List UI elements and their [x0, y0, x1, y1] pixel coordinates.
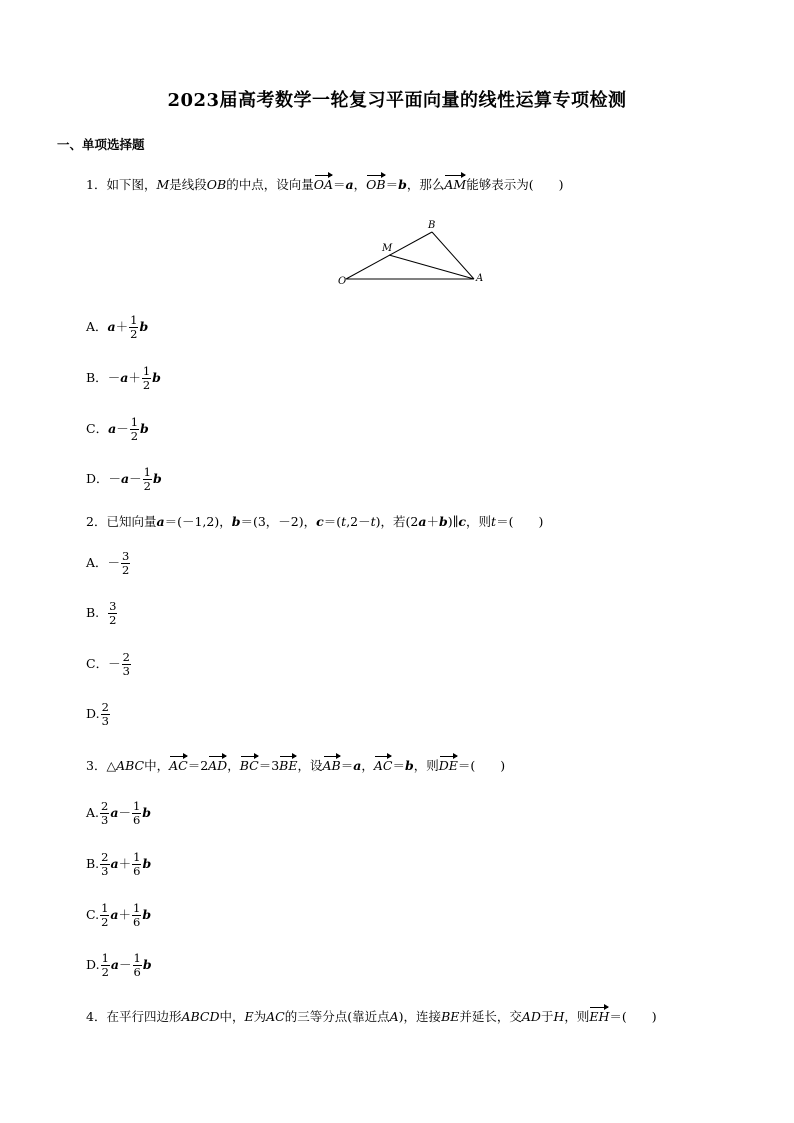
q3-option-d[interactable] — [86, 952, 152, 979]
vector-a: a — [108, 421, 117, 436]
vector-b: b — [153, 471, 162, 486]
fraction — [133, 952, 142, 979]
point-o-label: O — [338, 276, 347, 287]
denominator: 2 — [143, 479, 151, 493]
numerator: 1 — [142, 364, 151, 378]
q2-text: ，则 — [466, 514, 492, 529]
numerator: 1 — [133, 901, 141, 915]
q3-text: ＝ — [392, 758, 405, 773]
q4-text: 并延长，交 — [459, 1009, 522, 1024]
fraction — [132, 800, 141, 827]
q3-option-c[interactable] — [86, 902, 151, 929]
q2-text: 已知向量 — [106, 514, 157, 529]
point-h: H — [553, 1009, 565, 1024]
operator: － — [119, 957, 132, 972]
vector-a: a — [120, 370, 129, 385]
denominator: 3 — [101, 864, 109, 878]
fraction — [130, 416, 139, 443]
operator: － — [116, 421, 129, 436]
triangle-abc: ABC — [116, 758, 145, 773]
operator: － — [129, 471, 142, 486]
vector-ob: OB — [366, 177, 386, 192]
var-t: t — [370, 514, 376, 529]
numerator: 1 — [132, 799, 141, 813]
q2-option-b[interactable] — [86, 600, 118, 627]
numerator: 1 — [101, 951, 109, 965]
segment-be: BE — [441, 1009, 460, 1024]
fraction — [122, 651, 131, 678]
numerator: 1 — [130, 415, 139, 429]
denominator: 2 — [142, 378, 151, 392]
q1-option-a[interactable] — [86, 314, 148, 341]
numerator: 2 — [101, 850, 109, 864]
vector-a: a — [107, 319, 116, 334]
option-label: A． — [86, 555, 108, 570]
numerator: 1 — [133, 850, 141, 864]
denominator: 6 — [133, 864, 141, 878]
option-label: D. — [86, 957, 100, 972]
vector-b: b — [142, 957, 152, 972]
question-number: 4． — [86, 1009, 107, 1024]
q4-text: 于 — [540, 1009, 554, 1024]
operator: ＋ — [118, 907, 132, 922]
q2-text: ＝(－1,2)， — [164, 514, 232, 529]
vector-eh: EH — [589, 1009, 610, 1024]
operator: ＋ — [118, 856, 132, 871]
denominator: 2 — [109, 613, 117, 627]
q3-text: ＝3 — [258, 758, 280, 773]
vector-b: b — [404, 758, 414, 773]
denominator: 2 — [122, 563, 130, 577]
q4-text: 为 — [253, 1009, 267, 1024]
option-label: D． — [86, 471, 109, 486]
vector-ad: AD — [208, 758, 228, 773]
vector-a: a — [110, 856, 119, 871]
q3-text: ＝ — [340, 758, 354, 773]
q4-text: )，连接 — [398, 1009, 442, 1024]
fraction — [129, 314, 138, 341]
q1-option-c[interactable] — [86, 416, 149, 443]
q1-text: 如下图， — [106, 177, 157, 192]
denominator: 3 — [122, 664, 130, 678]
q2-option-a[interactable] — [86, 550, 131, 577]
point-m-label: M — [382, 243, 393, 254]
operator: － — [118, 805, 131, 820]
question-number: 2． — [86, 514, 107, 529]
fraction — [100, 800, 109, 827]
segment-ad: AD — [521, 1009, 541, 1024]
numerator: 1 — [130, 313, 138, 327]
fraction — [132, 902, 141, 929]
q1-var-m: M — [156, 177, 170, 192]
vector-a: a — [156, 514, 165, 529]
q3-text: ＝2 — [187, 758, 209, 773]
fraction — [101, 952, 110, 979]
q3-text: ， — [361, 758, 374, 773]
fraction — [100, 851, 109, 878]
numerator: 1 — [133, 951, 141, 965]
question-number: 1． — [86, 177, 107, 192]
option-sign: － — [107, 555, 121, 570]
q3-text: ，则 — [413, 758, 439, 773]
option-sign: － — [107, 370, 121, 385]
fraction — [142, 365, 151, 392]
point-a-label: A — [476, 273, 484, 284]
vector-b: b — [152, 370, 161, 385]
point-a: A — [389, 1009, 399, 1024]
q2-text: ＝( ) — [496, 514, 544, 529]
vector-c: c — [316, 514, 324, 529]
vector-ac: AC — [373, 758, 393, 773]
operator: ＋ — [115, 319, 129, 334]
question-1-stem — [86, 175, 563, 193]
q1-text: 能够表示为( ) — [466, 177, 564, 192]
vector-b: b — [439, 514, 448, 529]
q4-text: 中， — [219, 1009, 245, 1024]
q1-segment-ob: OB — [206, 177, 227, 192]
question-3-stem — [86, 756, 505, 774]
q2-text: )∥ — [447, 514, 459, 529]
option-label: A． — [86, 319, 108, 334]
vector-b: b — [139, 319, 149, 334]
section-heading: 一、单项选择题 — [57, 137, 145, 152]
option-sign: － — [108, 656, 121, 671]
point-e: E — [244, 1009, 254, 1024]
vector-b: b — [398, 177, 407, 192]
numerator: 2 — [122, 650, 130, 664]
vector-b: b — [140, 421, 149, 436]
numerator: 3 — [109, 599, 117, 613]
segment-ab — [432, 232, 474, 279]
q3-option-a[interactable] — [86, 800, 151, 827]
segment-am — [389, 255, 474, 279]
option-label: D. — [86, 706, 100, 721]
q1-equals: ＝ — [333, 177, 346, 192]
fraction — [132, 851, 141, 878]
fraction — [108, 600, 117, 627]
option-label: B. — [86, 605, 100, 620]
fraction — [100, 902, 109, 929]
vector-c: c — [458, 514, 467, 529]
numerator: 1 — [101, 901, 109, 915]
vector-ab: AB — [322, 758, 341, 773]
q1-option-b[interactable] — [86, 365, 161, 392]
q3-text: ，设 — [297, 758, 323, 773]
vector-bc: BC — [239, 758, 259, 773]
denominator: 6 — [133, 915, 141, 929]
numerator: 2 — [101, 700, 109, 714]
vector-a: a — [110, 805, 119, 820]
var-t: t — [341, 514, 347, 529]
vector-a: a — [110, 957, 119, 972]
triangle-symbol: △ — [106, 758, 117, 773]
vector-b: b — [231, 514, 241, 529]
numerator: 3 — [122, 549, 130, 563]
question-number: 3． — [86, 758, 107, 773]
vector-a: a — [345, 177, 354, 192]
fraction — [143, 466, 152, 493]
triangle-figure — [330, 212, 490, 292]
vector-am: AM — [444, 177, 467, 192]
option-label: B． — [86, 370, 108, 385]
denominator: 3 — [101, 813, 109, 827]
fraction — [101, 701, 110, 728]
q2-text: ＝( — [323, 514, 342, 529]
vector-be: BE — [279, 758, 298, 773]
denominator: 6 — [133, 965, 141, 979]
q4-text: ，则 — [564, 1009, 590, 1024]
vector-b: b — [142, 856, 152, 871]
q1-text: ，那么 — [406, 177, 445, 192]
vector-b: b — [142, 907, 152, 922]
q1-text: 的中点，设向量 — [226, 177, 314, 192]
option-label: B. — [86, 856, 100, 871]
vector-a: a — [418, 514, 427, 529]
q2-text: )，若(2 — [375, 514, 419, 529]
point-b-label: B — [428, 220, 436, 231]
parallelogram-abcd: ABCD — [181, 1009, 220, 1024]
vector-b: b — [142, 805, 152, 820]
q4-text: 的三等分点(靠近点 — [284, 1009, 390, 1024]
q1-text: 是线段 — [169, 177, 207, 192]
q2-option-c[interactable] — [86, 651, 132, 678]
denominator: 6 — [132, 813, 141, 827]
option-label: C. — [86, 907, 100, 922]
question-2-stem — [86, 512, 543, 530]
q1-comma: ， — [353, 177, 367, 192]
question-4-stem — [86, 1007, 657, 1025]
numerator: 1 — [143, 465, 151, 479]
vector-a: a — [353, 758, 362, 773]
vector-a: a — [121, 471, 130, 486]
option-label: A. — [86, 805, 100, 820]
q1-option-d[interactable] — [86, 466, 162, 493]
vector-oa: OA — [313, 177, 334, 192]
fraction — [121, 550, 130, 577]
q1-equals: ＝ — [385, 177, 399, 192]
q2-text: ,2－ — [346, 514, 371, 529]
page-title: 2023届高考数学一轮复习平面向量的线性运算专项检测 — [167, 90, 627, 111]
q3-text: ， — [227, 758, 240, 773]
vector-a: a — [110, 907, 119, 922]
option-sign: － — [108, 471, 122, 486]
q4-text: 在平行四边形 — [106, 1009, 182, 1024]
vector-de: DE — [438, 758, 458, 773]
segment-ac: AC — [266, 1009, 285, 1024]
denominator: 2 — [101, 965, 109, 979]
option-label: C． — [86, 656, 109, 671]
q2-text: ＋ — [426, 514, 439, 529]
denominator: 3 — [101, 714, 109, 728]
q3-text: 中， — [144, 758, 170, 773]
denominator: 2 — [101, 915, 109, 929]
q3-text: ＝( ) — [457, 758, 506, 773]
option-label: C． — [86, 421, 109, 436]
operator: ＋ — [128, 370, 141, 385]
q3-option-b[interactable] — [86, 851, 151, 878]
numerator: 2 — [101, 799, 109, 813]
vector-ac: AC — [169, 758, 188, 773]
q2-text: ＝(3，－2)， — [240, 514, 317, 529]
denominator: 2 — [130, 429, 139, 443]
q4-text: ＝( ) — [609, 1009, 657, 1024]
q2-option-d[interactable] — [86, 701, 111, 728]
denominator: 2 — [130, 327, 138, 341]
var-t: t — [491, 514, 497, 529]
